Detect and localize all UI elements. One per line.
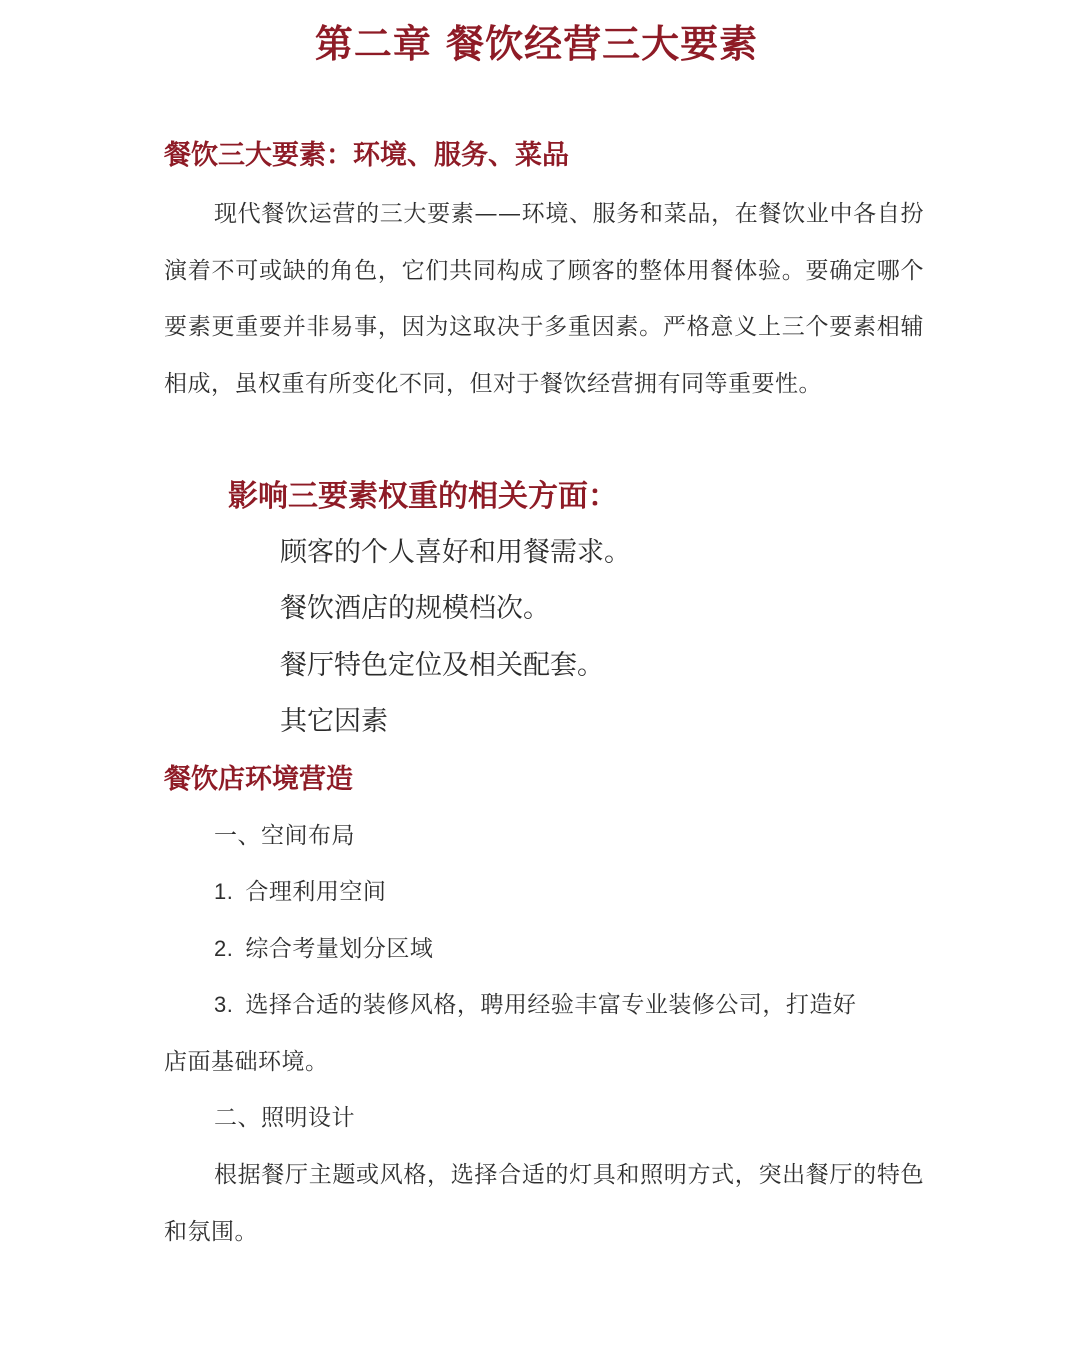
factor-item: 餐厅特色定位及相关配套。 — [280, 650, 604, 681]
list-item — [214, 985, 856, 1025]
lighting-paragraph: 根据餐厅主题或风格，选择合适的灯具和照明方式，突出餐厅的特色和氛围。 — [164, 1162, 924, 1245]
factor-item: 顾客的个人喜好和用餐需求。 — [280, 537, 631, 568]
list-item — [214, 872, 386, 912]
chapter-title: 第二章 餐饮经营三大要素 — [314, 21, 759, 66]
section-heading-environment: 餐饮店环境营造 — [164, 764, 353, 795]
list-item-continuation: 店面基础环境。 — [164, 1049, 329, 1075]
factor-item: 其它因素 — [280, 706, 388, 737]
list-item-number: 1. — [214, 879, 234, 904]
list-item — [214, 929, 433, 969]
subsection-title-lighting: 二、照明设计 — [214, 1105, 355, 1131]
factor-item: 餐饮酒店的规模档次。 — [280, 593, 550, 624]
section-heading-three-elements: 餐饮三大要素：环境、服务、菜品 — [164, 140, 569, 171]
subsection-title-layout: 一、空间布局 — [214, 823, 355, 849]
list-item-text: 选择合适的装修风格，聘用经验丰富专业装修公司，打造好 — [245, 992, 857, 1018]
list-item-number: 3. — [214, 992, 234, 1017]
intro-paragraph: 现代餐饮运营的三大要素——环境、服务和菜品，在餐饮业中各自扮演着不可或缺的角色，它们共同构成了顾客的整体用餐体验。要确定哪个要素更重要并非易事，因为这取决于多重因素。严格意义上三个要素相辅相成，虽权重有所变化不同，但对于餐饮经营拥有同等重要性。 — [164, 201, 924, 397]
section-heading-weight-factors: 影响三要素权重的相关方面： — [228, 479, 618, 514]
list-item-text: 合理利用空间 — [245, 879, 387, 905]
list-item-number: 2. — [214, 936, 234, 961]
list-item-text: 综合考量划分区域 — [245, 936, 434, 962]
